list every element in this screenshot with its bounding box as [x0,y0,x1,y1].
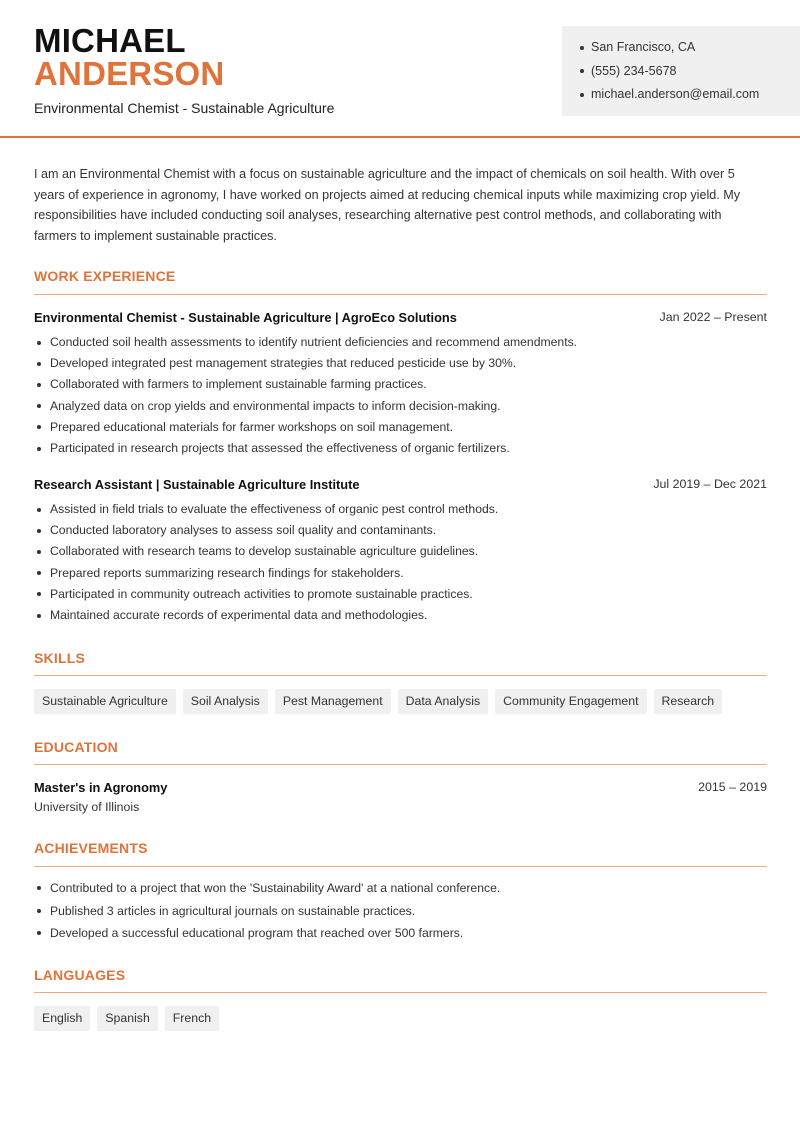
education-heading: EDUCATION [34,739,118,755]
list-item-text: Collaborated with research teams to develop sustainable agriculture guidelines. [50,544,479,559]
list-item [34,417,764,438]
contact-box [562,26,800,116]
list-item-text: Analyzed data on crop yields and environmental impacts to inform decision-making. [50,398,501,413]
bullet-icon [37,425,41,429]
language-tag: French [165,1006,219,1031]
list-item-text: Prepared educational materials for farmer workshops on soil management. [50,419,454,434]
degree-title: Master's in Agronomy [34,780,168,795]
skill-tag: Pest Management [275,689,391,714]
list-item [34,877,764,900]
phone-text: (555) 234-5678 [591,63,677,78]
list-item [34,520,764,541]
bullet-icon [37,404,41,408]
language-tag: English [34,1006,90,1031]
first-name: MICHAEL [34,22,186,59]
section-divider [34,764,767,765]
list-item [34,353,764,374]
list-item [34,584,764,605]
job-headline: Environmental Chemist - Sustainable Agriculture [34,100,335,116]
list-item [34,922,764,945]
list-item [34,374,764,395]
list-item-text: Collaborated with farmers to implement sustainable farming practices. [50,377,427,392]
bullet-icon [37,592,41,596]
list-item-text: Developed a successful educational program that reached over 500 farmers. [50,926,464,940]
skills-tags [34,689,722,714]
profile-summary: I am an Environmental Chemist with a focus on sustainable agriculture and the impact of chemicals on soil health. With over 5 years of experience in agronomy, I have worked on projects aimed at reducing chemical inputs while maximizing crop yield. My responsibilities have included conducting soil analyses, researching alternative pest control methods, and collaborating with farmers to implement sustainable practices. [34,167,741,244]
job-dates: Jan 2022 – Present [659,310,767,324]
skills-heading: SKILLS [34,650,85,666]
list-item-text: Participated in community outreach activities to promote sustainable practices. [50,586,473,601]
list-item-text: Contributed to a project that won the 'Sustainability Award' at a national conference. [50,881,501,895]
bullet-icon [580,46,584,50]
achievement-bullets [34,877,764,945]
skill-tag: Soil Analysis [183,689,268,714]
last-name: ANDERSON [34,55,225,92]
bullet-icon [580,69,584,73]
section-divider [34,866,767,867]
list-item [34,332,764,353]
skill-tag: Research [654,689,723,714]
skill-tag: Sustainable Agriculture [34,689,176,714]
section-divider [34,675,767,676]
job-title: Environmental Chemist - Sustainable Agriculture | AgroEco Solutions [34,310,457,325]
bullet-icon [37,931,41,935]
job-bullets [34,332,764,459]
job-bullets [34,499,764,626]
contact-email [580,83,800,107]
language-tags [34,1006,219,1031]
list-item [34,605,764,626]
list-item-text: Published 3 articles in agricultural journals on sustainable practices. [50,903,416,918]
bullet-icon [37,508,41,512]
list-item [34,541,764,562]
bullet-icon [37,571,41,575]
skill-tag: Community Engagement [495,689,646,714]
list-item [34,563,764,584]
bullet-icon [37,550,41,554]
list-item [34,438,764,459]
email-text: michael.anderson@email.com [591,87,760,101]
list-item-text: Developed integrated pest management strategies that reduced pesticide use by 30%. [50,356,517,371]
list-item-text: Assisted in field trials to evaluate the effectiveness of organic pest control methods. [50,502,499,516]
contact-location [580,36,800,60]
list-item-text: Conducted soil health assessments to identify nutrient deficiencies and recommend amendments. [50,335,578,349]
candidate-name [34,24,224,90]
section-divider [34,294,767,295]
languages-heading: LANGUAGES [34,967,126,983]
bullet-icon [37,383,41,387]
location-text: San Francisco, CA [591,40,696,54]
job-title: Research Assistant | Sustainable Agriculture Institute [34,477,360,492]
skill-tag: Data Analysis [398,689,489,714]
list-item-text: Prepared reports summarizing research findings for stakeholders. [50,565,404,580]
bullet-icon [37,614,41,618]
list-item-text: Conducted laboratory analyses to assess soil quality and contaminants. [50,523,437,538]
list-item [34,396,764,417]
resume-header [0,0,800,138]
language-tag: Spanish [97,1006,157,1031]
list-item-text: Participated in research projects that assessed the effectiveness of organic fertilizers. [50,440,510,455]
bullet-icon [37,362,41,366]
achievements-heading: ACHIEVEMENTS [34,840,148,856]
education-dates: 2015 – 2019 [698,780,767,794]
bullet-icon [37,447,41,451]
work-experience-heading: WORK EXPERIENCE [34,268,176,284]
job-dates: Jul 2019 – Dec 2021 [653,477,767,491]
section-divider [34,992,767,993]
bullet-icon [580,93,584,97]
list-item [34,499,764,520]
bullet-icon [37,886,41,890]
bullet-icon [37,529,41,533]
bullet-icon [37,909,41,913]
contact-phone [580,60,800,84]
school-name: University of Illinois [34,800,140,814]
list-item-text: Maintained accurate records of experimental data and methodologies. [50,607,428,622]
list-item [34,900,764,923]
bullet-icon [37,341,41,345]
